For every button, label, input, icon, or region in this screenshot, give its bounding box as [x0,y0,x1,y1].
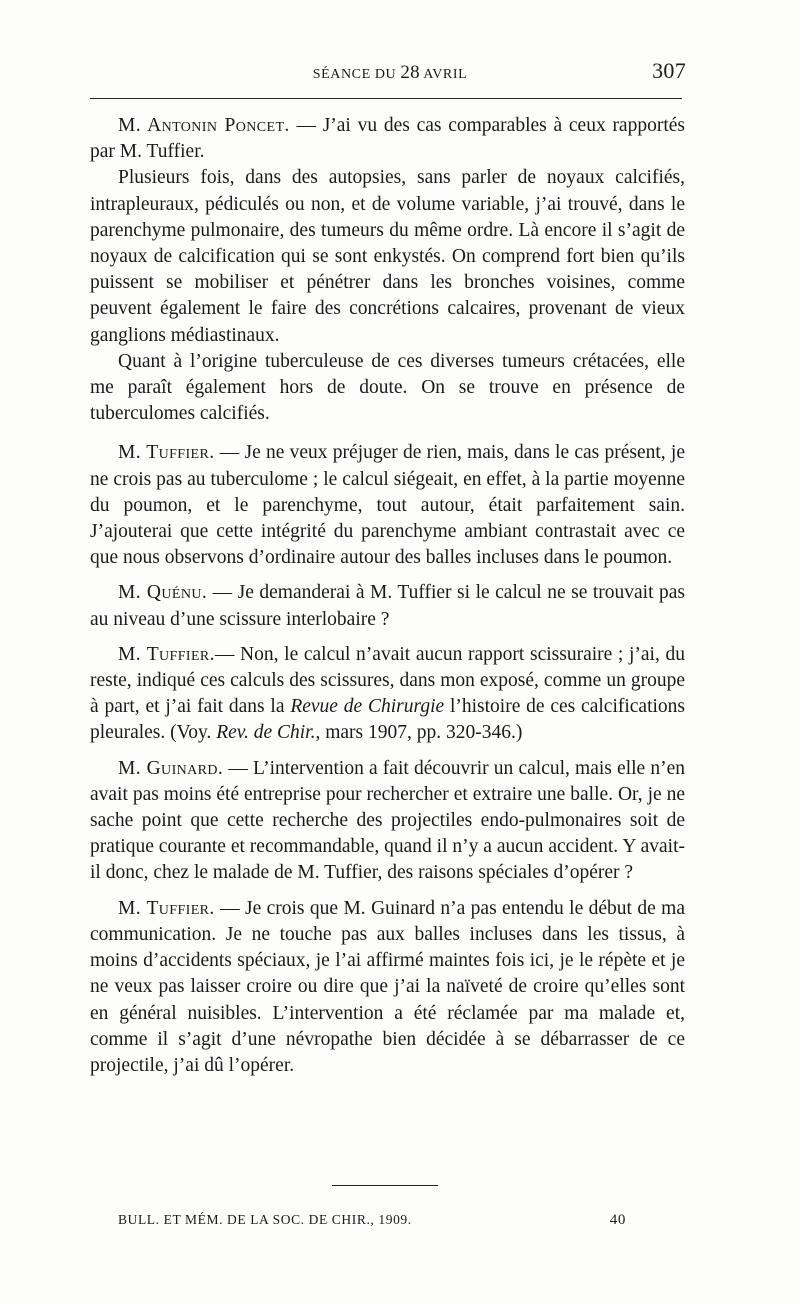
paragraph-poncet-conclusion [90,349,685,428]
paragraph-text: — J’ai vu des cas comparables à ceux rapportés par M. Tuffier. [90,115,685,163]
journal-title-italic: Revue de Chirurgie [290,696,445,718]
running-title-day: 28 [400,62,420,83]
footer-rule [332,1185,438,1186]
paragraph-text: Plusieurs fois, dans des autopsies, sans parler de noyaux calcifiés, intrapleuraux, pédiculés ou non, et de volume variable, j’ai trouvé, dans le parenchyme pulmonaire, des tumeurs du même ordre. Là encore il s’agit de noyaux de calcification qui se sont enkystés. On comprend fort bien qu’ils puissent se mobiliser et pénétrer dans les bronches voisines, comme peuvent également le faire des concrétions calcaires, provenant de vieux ganglions médiastinaux. [90,167,685,346]
paragraph-poncet-continued [90,165,685,348]
paragraph-text: — Je crois que M. Guinard n’a pas entendu le début de ma communication. Je ne touche pas aux balles incluses dans les tissus, à moins d’accidents spéciaux, je l’ai affirmé maintes fois ici, je le répète et je ne veux pas laisser croire ou dire que j’ai la naïveté de croire qu’elles sont en général nuisibles. L’intervention a été réclamée par ma malade et, comme il s’agit d’une névropathe bien décidée à se débarrasser de ce projectile, j’ai dû l’opérer. [90,897,685,1076]
paragraph-text: — Non, le calcul n’avait aucun rapport scissuraire ; j’ai, du reste, indiqué ces calculs des scissures, dans mon exposé, comme un groupe à part, et j’ai fait dans la [90,643,685,718]
running-title-suffix: AVRIL [419,67,468,82]
speaker-name: M. Tuffier. [118,643,215,665]
paragraph-guinard [90,756,685,887]
speaker-name: M. Guinard. [118,757,224,779]
speaker-name: M. Antonin Poncet. [118,115,290,136]
paragraph-tuffier-1 [90,440,685,571]
paragraph-text: , mars 1907, pp. 320-346.) [315,722,523,744]
running-title-prefix: SÉANCE DU [312,67,401,82]
running-head [90,58,690,88]
paragraph-text: — Je ne veux préjuger de rien, mais, dans le cas présent, je ne crois pas au tuberculome ; le calcul siégeait, en effet, à la partie moyenne du poumon, et le parenchyme, tout autour, était parfaitement sain. J’ajouterai que cette intégrité du parenchyme ambiant contrastait avec ce que nous observons d’ordinaire autour des balles incluses dans le poumon. [90,442,685,569]
paragraph-quenu [90,580,685,632]
speaker-name: M. Tuffier. [118,442,215,464]
page-number: 307 [652,58,686,83]
paragraph-text: l’histoire de ces calcifications pleurales. (Voy. [90,696,686,744]
speaker-name: M. Quénu. [118,582,208,604]
paragraph-tuffier-2 [90,642,685,747]
paragraph-text: — Je demanderai à M. Tuffier si le calcul ne se trouvait pas au niveau d’une scissure interlobaire ? [90,582,685,630]
footer [118,1212,626,1234]
paragraph-tuffier-3 [90,896,685,1079]
paragraph-text: Quant à l’origine tuberculeuse de ces diverses tumeurs crétacées, elle me paraît également hors de doute. On se trouve en présence de tuberculomes calcifiés. [90,350,685,425]
paragraph-poncet [90,113,685,165]
footer-citation: BULL. ET MÉM. DE LA SOC. DE CHIR., 1909. [118,1212,412,1227]
paragraph-text: — L’intervention a fait découvrir un calcul, mais elle n’en avait pas moins été entreprise pour rechercher et extraire une balle. Or, je ne sache point que cette recherche des projectiles endo-pulmonaires soit de pratique courante et recommandable, quand il n’y a aucun accident. Y avait-il donc, chez le malade de M. Tuffier, des raisons spéciales d’opérer ? [90,757,685,884]
signature-mark: 40 [609,1212,626,1228]
speaker-name: M. Tuffier. [118,897,215,919]
header-rule [90,98,682,99]
journal-abbrev-italic: Rev. de Chir. [216,722,316,744]
body-text [90,113,685,1079]
running-title [90,62,690,84]
